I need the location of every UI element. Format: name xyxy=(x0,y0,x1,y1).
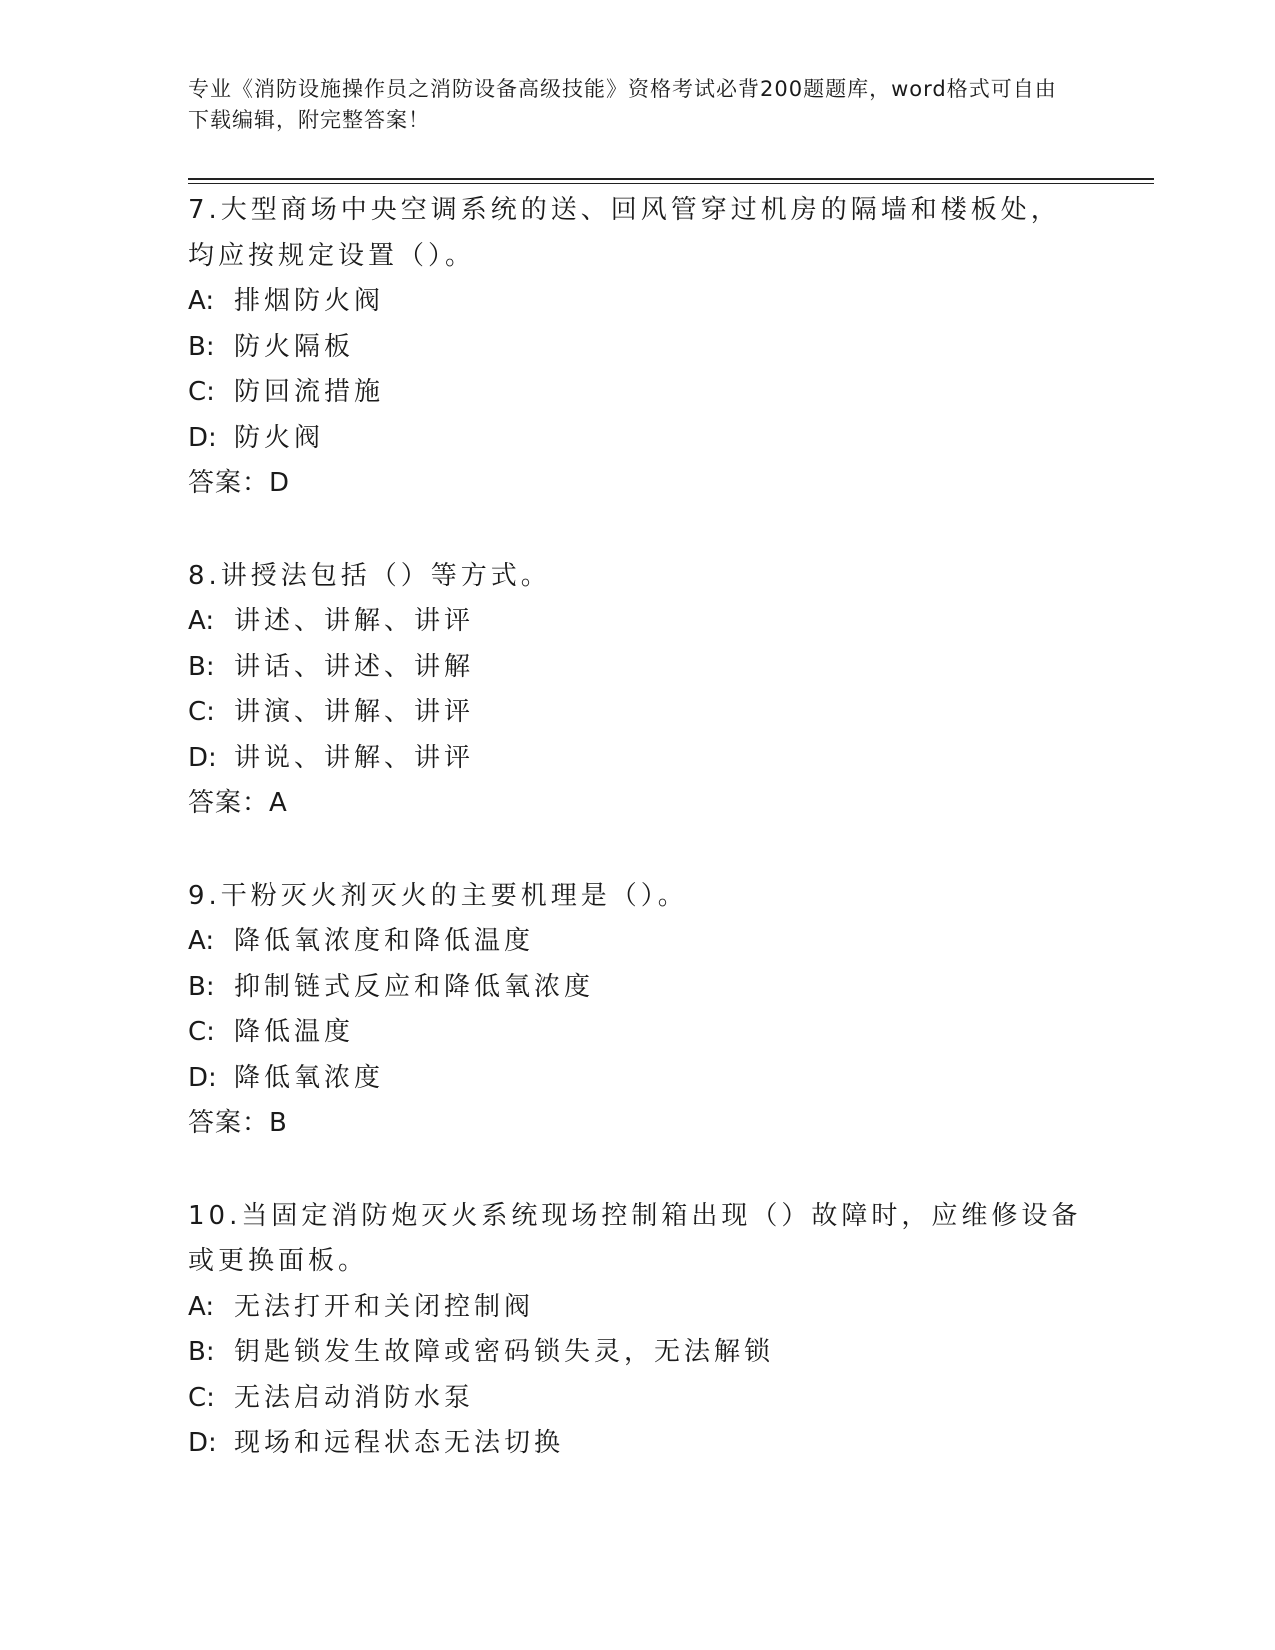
option-d xyxy=(188,416,1088,462)
question-7 xyxy=(188,188,1088,507)
option-c xyxy=(188,690,1088,736)
option-text: 防回流措施 xyxy=(234,377,385,407)
option-text: 防火隔板 xyxy=(234,331,355,362)
option-text: 现场和远程状态无法切换 xyxy=(234,1428,565,1458)
option-d xyxy=(188,736,1088,782)
option-letter: D: xyxy=(188,422,217,453)
document-header: 专业《消防设施操作员之消防设备高级技能》资格考试必背200题题库，word格式可自由下载编辑，附完整答案！ xyxy=(188,77,1057,132)
option-a xyxy=(188,1285,1088,1331)
question-list xyxy=(188,188,1088,1514)
question-stem: 9.干粉灭火剂灭火的主要机理是（）。 xyxy=(188,880,688,911)
option-letter: D: xyxy=(188,742,217,773)
question-stem: 8.讲授法包括（）等方式。 xyxy=(188,560,551,591)
question-9 xyxy=(188,874,1088,1147)
option-text: 讲述、讲解、讲评 xyxy=(234,606,475,636)
answer-line: 答案：A xyxy=(188,788,288,818)
option-letter: D: xyxy=(188,1062,217,1093)
option-text: 排烟防火阀 xyxy=(234,286,385,316)
option-text: 降低氧浓度和降低温度 xyxy=(234,926,535,956)
option-letter: A: xyxy=(188,926,215,956)
question-stem: 10.当固定消防炮灭火系统现场控制箱出现（）故障时，应维修设备或更换面板。 xyxy=(188,1200,1082,1276)
option-letter: B: xyxy=(188,651,215,682)
answer-line: 答案：B xyxy=(188,1108,288,1138)
option-a xyxy=(188,599,1088,645)
option-text: 降低温度 xyxy=(234,1017,355,1047)
option-letter: A: xyxy=(188,606,215,636)
option-letter: C: xyxy=(188,697,215,727)
option-text: 降低氧浓度 xyxy=(234,1062,385,1093)
option-text: 钥匙锁发生故障或密码锁失灵，无法解锁 xyxy=(234,1337,775,1367)
answer-line: 答案：D xyxy=(188,468,291,498)
option-letter: D: xyxy=(188,1428,217,1458)
option-text: 抑制链式反应和降低氧浓度 xyxy=(234,971,595,1002)
option-letter: A: xyxy=(188,286,215,316)
option-letter: B: xyxy=(188,971,215,1002)
option-letter: A: xyxy=(188,1291,215,1322)
option-letter: C: xyxy=(188,1382,215,1413)
header-divider-thin xyxy=(188,183,1154,184)
option-text: 讲说、讲解、讲评 xyxy=(234,742,475,773)
option-d xyxy=(188,1421,1088,1467)
question-stem: 7.大型商场中央空调系统的送、回风管穿过机房的隔墙和楼板处，均应按规定设置（）。 xyxy=(188,195,1061,271)
option-text: 讲话、讲述、讲解 xyxy=(234,651,475,682)
option-c xyxy=(188,1010,1088,1056)
option-b xyxy=(188,1330,1088,1376)
option-text: 讲演、讲解、讲评 xyxy=(234,697,475,727)
option-b xyxy=(188,645,1088,691)
header-divider-thick xyxy=(188,178,1154,180)
option-letter: B: xyxy=(188,331,215,362)
option-letter: C: xyxy=(188,377,215,407)
option-letter: B: xyxy=(188,1337,215,1367)
option-text: 无法启动消防水泵 xyxy=(234,1382,475,1413)
option-b xyxy=(188,325,1088,371)
option-letter: C: xyxy=(188,1017,215,1047)
question-10 xyxy=(188,1194,1088,1467)
option-text: 无法打开和关闭控制阀 xyxy=(234,1291,535,1322)
option-a xyxy=(188,279,1088,325)
question-8 xyxy=(188,554,1088,827)
option-c xyxy=(188,1376,1088,1422)
option-b xyxy=(188,965,1088,1011)
option-c xyxy=(188,370,1088,416)
option-text: 防火阀 xyxy=(234,422,325,453)
option-a xyxy=(188,919,1088,965)
option-d xyxy=(188,1056,1088,1102)
